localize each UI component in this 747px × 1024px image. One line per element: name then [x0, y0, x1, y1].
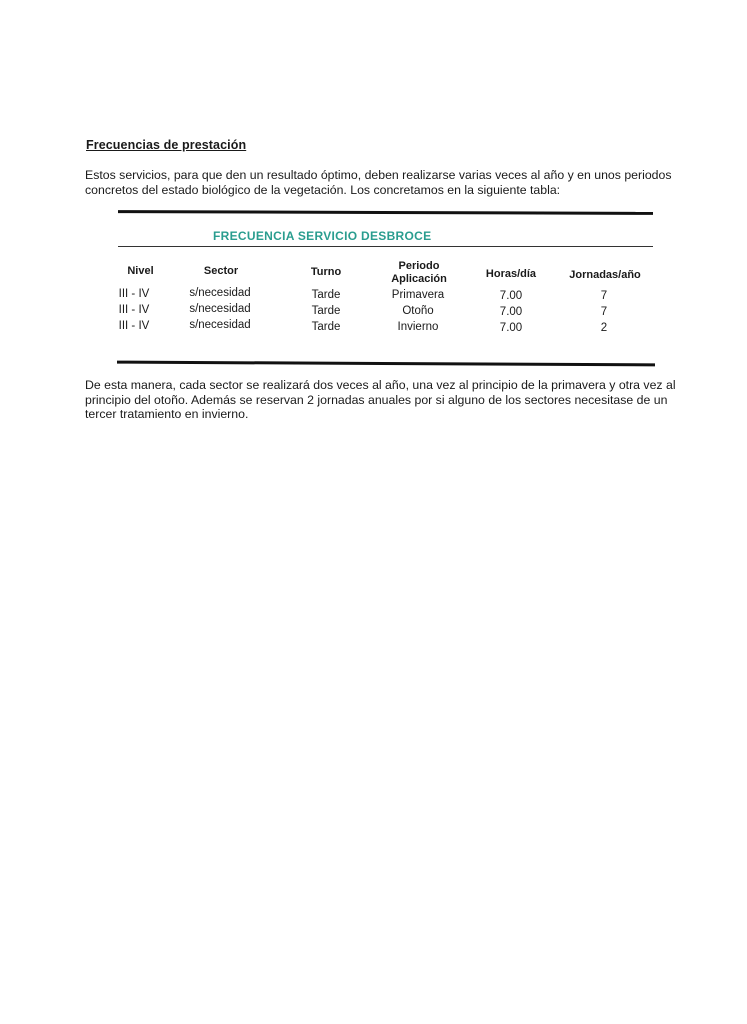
- table-cell: Otoño: [402, 305, 434, 317]
- table-cell: Tarde: [311, 321, 341, 333]
- table-cell: Tarde: [311, 289, 341, 301]
- table-cell: 7: [600, 290, 608, 302]
- table-cell: s/necesidad: [189, 319, 251, 331]
- table-cell: Tarde: [311, 305, 341, 317]
- table-cell: Primavera: [391, 289, 445, 301]
- intro-paragraph: Estos servicios, para que den un resultado óptimo, deben realizarse varias veces al año y en unos periodos concretos del estado biológico de la vegetación. Los concretamos en la siguiente tabla:: [85, 168, 672, 197]
- table-top-rule: [118, 210, 653, 215]
- column-header-sector: Sector: [203, 265, 239, 277]
- column-header-turno: Turno: [310, 266, 342, 278]
- table-cell: 7: [600, 306, 608, 318]
- table-cell: III - IV: [118, 304, 150, 316]
- table-cell: s/necesidad: [189, 287, 251, 299]
- table-cell: 7.00: [499, 306, 523, 318]
- table-bottom-rule: [117, 361, 655, 367]
- table-header-rule: [118, 246, 653, 247]
- column-header-horas: Horas/día: [485, 268, 537, 280]
- table-cell: s/necesidad: [189, 303, 251, 315]
- table-cell: III - IV: [118, 320, 150, 332]
- table-cell: 7.00: [499, 290, 523, 302]
- section-heading: Frecuencias de prestación: [86, 138, 247, 152]
- table-cell: 2: [600, 322, 608, 334]
- table-title: FRECUENCIA SERVICIO DESBROCE: [213, 229, 432, 243]
- table-cell: III - IV: [118, 288, 150, 300]
- closing-paragraph: De esta manera, cada sector se realizará dos veces al año, una vez al principio de la primavera y otra vez al principio del otoño. Además se reservan 2 jornadas anuales por si alguno de los sectores necesitase de un tercer tratamiento en invierno.: [85, 378, 676, 421]
- table-cell: Invierno: [397, 321, 439, 333]
- column-header-nivel: Nivel: [127, 265, 154, 277]
- column-header-jornadas: Jornadas/año: [569, 269, 641, 281]
- table-cell: 7.00: [499, 322, 523, 334]
- column-header-periodo: Periodo Aplicación: [391, 260, 447, 285]
